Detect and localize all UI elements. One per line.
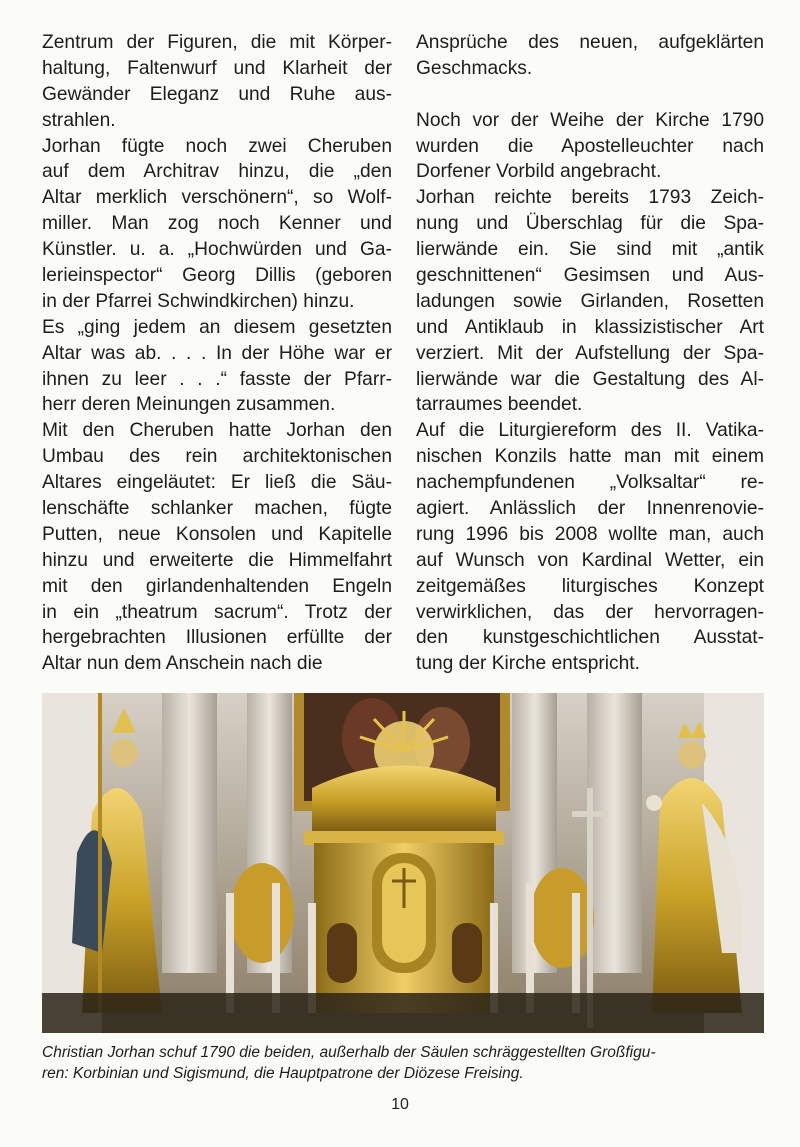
- page-number: 10: [391, 1096, 409, 1113]
- right-column-line: den kunstgeschichtlichen Ausstat-: [416, 627, 764, 649]
- right-column-line: verziert. Mit der Aufstellung der Spa-: [416, 342, 764, 364]
- left-column-line: Künstler. u. a. „Hochwürden und Ga-: [42, 239, 392, 261]
- left-column-line: Es „ging jedem an diesem gesetzten: [42, 316, 392, 338]
- right-column-line: auf Wunsch von Kardinal Wetter, ein: [416, 549, 764, 571]
- golden-tabernacle: [304, 766, 504, 1014]
- caption-line: Christian Jorhan schuf 1790 die beiden, außerhalb der Säulen schräggestellten Großfigu-: [42, 1044, 656, 1061]
- left-column-line: Umbau des rein architektonischen: [42, 446, 392, 468]
- right-column-line: Jorhan reichte bereits 1793 Zeich-: [416, 187, 764, 209]
- left-column-line: hinzu und erweiterte die Himmelfahrt: [42, 549, 392, 571]
- right-column-line: nung und Überschlag für die Spa-: [416, 213, 764, 235]
- marble-column-left: [162, 693, 217, 973]
- left-column-line: Zentrum der Figuren, die mit Körper-: [42, 32, 392, 53]
- right-column-line: agiert. Anlässlich der Innenrenovie-: [416, 498, 764, 520]
- photo-caption: [42, 1042, 764, 1084]
- left-column-line: in der Pfarrei Schwindkirchen) hinzu.: [42, 290, 355, 312]
- caption-line: ren: Korbinian und Sigismund, die Hauptpatrone der Diözese Freising.: [42, 1065, 524, 1082]
- right-column-line: lierwände war die Gestaltung des Al-: [416, 368, 764, 390]
- right-column-line: wurden die Apostelleuchter nach: [416, 135, 764, 157]
- left-column-line: lerieinspector“ Georg Dillis (geboren: [42, 265, 392, 287]
- altar-photograph: [42, 693, 764, 1033]
- left-column-line: in ein „theatrum sacrum“. Trotz der: [42, 601, 392, 623]
- left-column-line: mit den girlandenhaltenden Engeln: [42, 575, 392, 597]
- right-column-line: zeitgemäßes liturgisches Konzept: [416, 575, 764, 597]
- left-column-line: hergebrachten Illusionen erfüllte der: [42, 627, 392, 649]
- right-column-line: lierwände ein. Sie sind mit „antik: [416, 239, 764, 261]
- left-column-line: ihnen zu leer . . .“ fasste der Pfarr-: [42, 368, 392, 390]
- left-column-line: Altar was ab. . . . In der Höhe war er: [42, 342, 392, 364]
- right-column-line: Auf die Liturgiereform des II. Vatika-: [416, 420, 764, 442]
- left-column-line: miller. Man zog noch Kenner und: [42, 213, 392, 235]
- left-column-line: Altar merklich verschönern“, so Wolf-: [42, 187, 392, 209]
- right-column-line: [416, 82, 764, 108]
- left-text-column: [42, 30, 392, 677]
- right-column-line: und Antiklaub in klassizistischer Art: [416, 316, 764, 338]
- right-column-line: Geschmacks.: [416, 57, 533, 79]
- right-column-line: nachempfundenen „Volksaltar“ re-: [416, 472, 764, 494]
- left-column-line: Putten, neue Konsolen und Kapitelle: [42, 523, 392, 545]
- right-column-line: geschnittenen“ Gesimsen und Aus-: [416, 265, 764, 287]
- angel-left: [230, 863, 294, 963]
- left-column-line: lenschäfte schlanker machen, fügte: [42, 498, 392, 520]
- altar-photo-illustration: [42, 693, 764, 1033]
- left-column-line: strahlen.: [42, 109, 116, 131]
- marble-column-right: [587, 693, 642, 973]
- left-column-line: Altar nun dem Anschein nach die: [42, 653, 323, 675]
- left-column-line: Gewänder Eleganz und Ruhe aus-: [42, 83, 392, 105]
- right-column-line: Noch vor der Weihe der Kirche 1790: [416, 109, 764, 131]
- right-column-line: rung 1996 bis 2008 wollte man, auch: [416, 523, 764, 545]
- right-column-line: ladungen sowie Girlanden, Rosetten: [416, 290, 764, 312]
- left-column-line: haltung, Faltenwurf und Klarheit der: [42, 57, 392, 79]
- left-column-line: Altares eingeläutet: Er ließ die Säu-: [42, 472, 392, 494]
- right-column-line: verwirklichen, das der hervorragen-: [416, 601, 764, 623]
- angel-right: [530, 868, 594, 968]
- right-column-line: nischen Konzils hatte man mit einem: [416, 446, 764, 468]
- left-column-line: auf dem Architrav hinzu, die „den: [42, 161, 392, 183]
- right-text-column: [416, 30, 764, 677]
- left-column-line: Jorhan fügte noch zwei Cheruben: [42, 135, 392, 157]
- left-column-line: Mit den Cheruben hatte Jorhan den: [42, 420, 392, 442]
- right-column-line: Dorfener Vorbild angebracht.: [416, 161, 662, 183]
- right-column-line: Ansprüche des neuen, aufgeklärten: [416, 32, 764, 53]
- right-column-line: tung der Kirche entspricht.: [416, 653, 640, 675]
- left-column-line: herr deren Meinungen zusammen.: [42, 394, 336, 416]
- right-column-line: tarraumes beendet.: [416, 394, 583, 416]
